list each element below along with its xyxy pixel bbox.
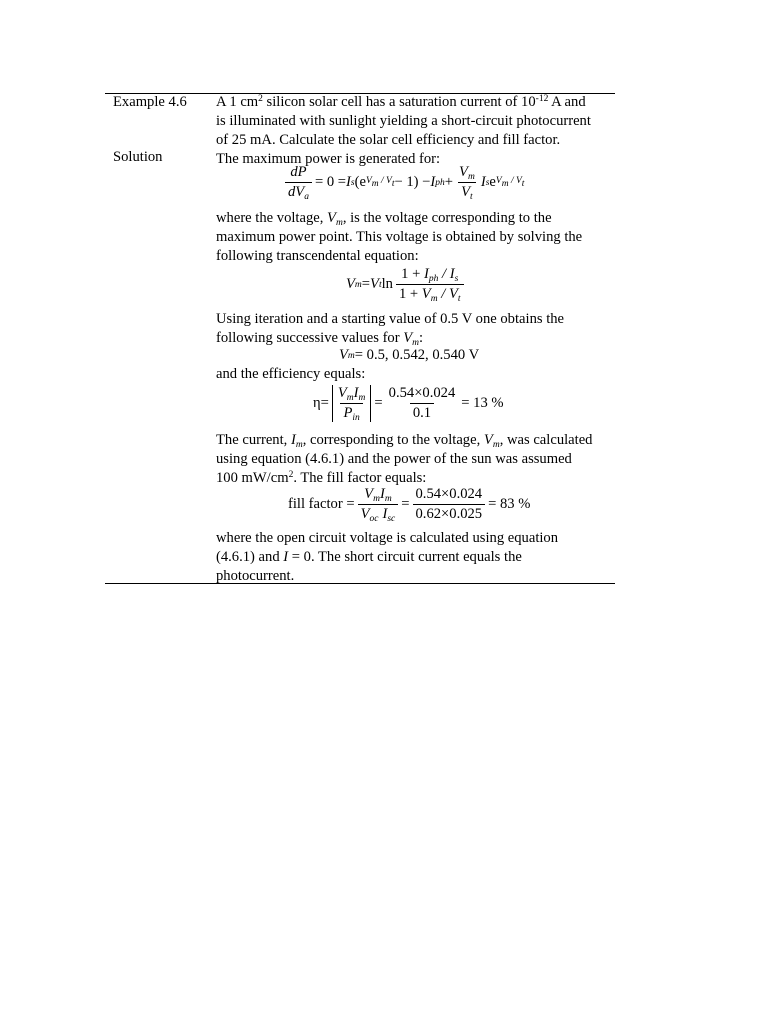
solution-label: Solution <box>113 149 163 165</box>
after-eq1-line-1: where the voltage, $V_m$, is the voltage corresponding to the <box>216 210 552 228</box>
equation-efficiency: η = $\frac{V_mI_m}{P_{in}}$ = $\frac{0.54\times 0.024}{0.1}$ = 13 % <box>313 385 504 423</box>
closing-line-3: photocurrent. <box>216 568 295 584</box>
fraction-log-argument: $\frac{1 + I_{ph} / I_s}{1 + V_m / V_t}$ <box>396 266 464 303</box>
bottom-rule <box>105 583 615 584</box>
after-eq1-paragraph <box>216 209 612 266</box>
fraction-fill-factor-numeric: $\frac{0.54\times 0.024}{0.62\times 0.025}$ <box>413 486 486 523</box>
equation-transcendental: V m = V t ln $\frac{1 + I_{ph} / I_s}{1 + V_m / V_t}$ <box>346 266 467 303</box>
problem-line-2: is illuminated with sunlight yielding a short-circuit photocurrent <box>216 113 591 129</box>
problem-line-1: A 1 $cm^2$ silicon solar cell has a saturation current of $10^{-12}$ A and <box>216 94 586 110</box>
equation-max-power: $\frac{dP}{dV_a}$ = 0 = I s (e $V_m / V_t$ − 1) − I ph + $\frac{V_m}{V_t}$ I s e $V_m / V_t$ <box>282 164 524 201</box>
iteration-paragraph <box>216 310 612 348</box>
equation-fill-factor: fill factor = $\frac{V_mI_m}{V_{oc} I_{sc}}$ = $\frac{0.54\times 0.024}{0.62\times 0.025}$ = 83 % <box>288 486 531 524</box>
fraction-dp-dva: $\frac{dP}{dV_a}$ <box>285 164 312 201</box>
iteration-line-2: following successive values for $V_m$: <box>216 330 424 348</box>
fraction-efficiency-numeric: $\frac{0.54\times 0.024}{0.1}$ <box>388 385 456 421</box>
problem-statement <box>216 93 612 169</box>
problem-line-3: of 25 mA. Calculate the solar cell efficiency and fill factor. <box>216 132 561 148</box>
solution-intro: The maximum power is generated for: <box>216 151 441 167</box>
closing-line-2: (4.6.1) and I = 0. The short circuit current equals the <box>216 549 522 565</box>
current-line-1: The current, $I_m$, corresponding to the voltage, $V_m$, was calculated <box>216 432 593 450</box>
after-eq1-line-2: maximum power point. This voltage is obtained by solving the <box>216 229 583 245</box>
fraction-vmim-vocisc: $\frac{V_mI_m}{V_{oc} I_{sc}}$ <box>358 486 399 523</box>
current-paragraph <box>216 431 612 488</box>
efficiency-intro: and the efficiency equals: <box>216 366 366 382</box>
example-label: Example 4.6 <box>113 94 187 110</box>
after-eq1-line-3: following transcendental equation: <box>216 248 419 264</box>
fraction-vmim-pin: $\frac{V_mI_m}{P_{in}}$ <box>337 385 366 423</box>
current-line-2: using equation (4.6.1) and the power of the sun was assumed <box>216 451 572 467</box>
closing-paragraph <box>216 529 612 586</box>
closing-line-1: where the open circuit voltage is calculated using equation <box>216 530 559 546</box>
absolute-value-bars <box>332 385 372 422</box>
iteration-line-1: Using iteration and a starting value of 0.5 V one obtains the <box>216 311 565 327</box>
fraction-vm-vt: $\frac{V_m}{V_t}$ <box>459 164 475 202</box>
iteration-values: V m = 0.5, 0.542, 0.540 V <box>339 347 480 363</box>
current-line-3: 100 $mW/cm^2$. The fill factor equals: <box>216 470 427 486</box>
